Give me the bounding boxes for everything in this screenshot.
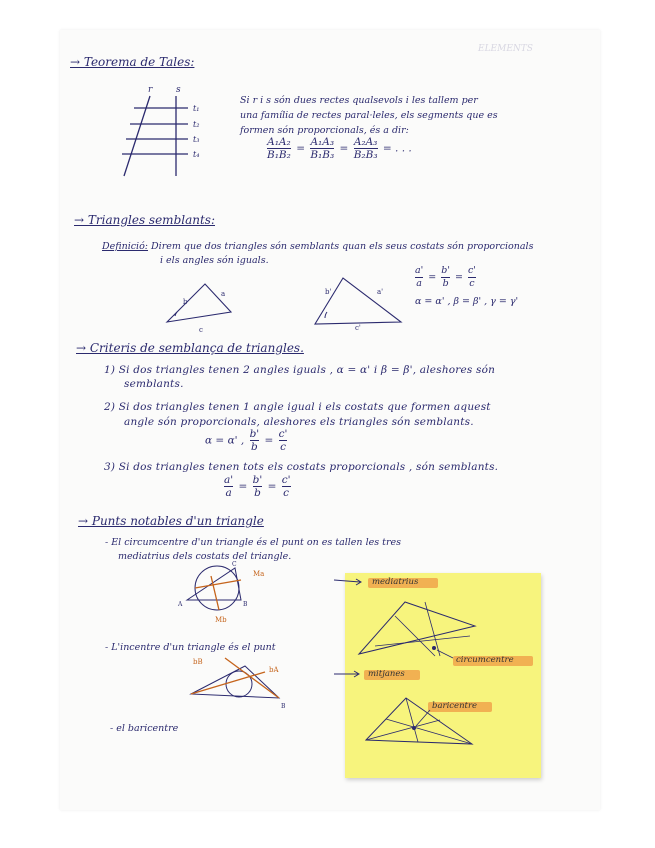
sticky-label-baricentre: baricentre xyxy=(432,701,478,711)
svg-text:a: a xyxy=(221,290,226,298)
svg-text:b: b xyxy=(183,298,188,306)
incentre-diagram xyxy=(185,650,295,710)
circum-label-a: A xyxy=(178,601,183,608)
criteri-2-line-1: 2) Si dos triangles tenen 1 angle igual i els costats que formen aquest xyxy=(104,401,491,413)
criteri-3-line-1: 3) Si dos triangles tenen tots els costats proporcionals , són semblants. xyxy=(104,461,499,473)
incentre-label-ba: bA xyxy=(269,666,279,674)
circumcentre-diagram xyxy=(175,560,275,624)
svg-text:a': a' xyxy=(377,288,384,296)
tales-diagram xyxy=(110,84,220,184)
heading-tales: → Teorema de Tales: xyxy=(70,55,195,69)
criteri-2-formula: α = α' , $\frac{b'}{b}$ = $\frac{c'}{c}$ xyxy=(205,428,288,453)
similar-triangles-diagram xyxy=(165,272,425,332)
transversal-label-t3: t₃ xyxy=(193,135,200,144)
criteri-2-line-2: angle són proporcionals, aleshores els triangles són semblants. xyxy=(124,416,474,428)
criteri-1-line-2: semblants. xyxy=(124,378,184,390)
incentre-label-b: B xyxy=(281,703,286,710)
semblants-ratio: $\frac{a'}{a}$ = $\frac{b'}{b}$ = $\frac{c'}{c}$ xyxy=(415,265,476,289)
bleed-through-text: ELEMENTS xyxy=(478,44,533,54)
sticky-label-circumcentre: circumcentre xyxy=(456,655,514,665)
definicio-line-2: i els angles són iguals. xyxy=(160,255,269,266)
tales-text-line-2: una família de rectes paral·leles, els segments que es xyxy=(240,110,498,121)
heading-semblants: → Triangles semblants: xyxy=(74,213,215,227)
criteri-1-line-1: 1) Si dos triangles tenen 2 angles iguals , α = α' i β = β', aleshores són xyxy=(104,364,496,376)
tales-text-line-3: formen són proporcionals, és a dir: xyxy=(240,125,409,136)
line-label-r: r xyxy=(148,85,153,95)
incentre-line: - L'incentre d'un triangle és el punt xyxy=(105,642,276,653)
baricentre-line: - el baricentre xyxy=(110,723,179,734)
heading-punts: → Punts notables d'un triangle xyxy=(78,514,264,528)
incentre-label-bb: bB xyxy=(193,658,203,666)
definicio-label: Definició: xyxy=(102,241,149,252)
heading-criteris: → Criteris de semblança de triangles. xyxy=(76,341,304,355)
semblants-angles-eq: α = α' , β = β' , γ = γ' xyxy=(415,296,519,307)
transversal-label-t1: t₁ xyxy=(193,104,200,113)
tales-formula: $\frac{\text{A₁A₂}}{\text{B₁B₂}}$ = $\frac{\text{A₁A₃}}{\text{B₁B₃}}$ = $\frac{\text{A₂A₃}}{\text{B₂B₃}}$ = . . . xyxy=(267,136,412,161)
circumcentre-line-2: mediatrius dels costats del triangle. xyxy=(118,551,292,562)
circumcentre-line-1: - El circumcentre d'un triangle és el punt on es tallen les tres xyxy=(105,537,401,548)
sticky-label-mediatrius: mediatrius xyxy=(372,577,419,587)
criteri-3-formula: $\frac{a'}{a}$ = $\frac{b'}{b}$ = $\frac{c'}{c}$ xyxy=(224,474,291,499)
circum-label-mb: Mb xyxy=(215,616,227,624)
transversal-label-t2: t₂ xyxy=(193,120,200,129)
tales-text-line-1: Si r i s són dues rectes qualsevols i les tallem per xyxy=(240,95,478,106)
sticky-label-mitjanes: mitjanes xyxy=(368,669,405,679)
circum-label-b: B xyxy=(243,601,248,608)
svg-text:c: c xyxy=(199,326,203,334)
svg-text:c': c' xyxy=(355,324,361,332)
circum-label-ma: Ma xyxy=(253,570,265,578)
circum-label-c: C xyxy=(232,561,237,568)
transversal-label-t4: t₄ xyxy=(193,150,200,159)
line-label-s: s xyxy=(176,85,181,95)
sticky-baricentre-diagram xyxy=(360,692,480,752)
svg-text:b': b' xyxy=(325,288,332,296)
definicio-line-1: Definició: Direm que dos triangles són semblants quan els seus costats són proporcionals xyxy=(102,241,534,252)
